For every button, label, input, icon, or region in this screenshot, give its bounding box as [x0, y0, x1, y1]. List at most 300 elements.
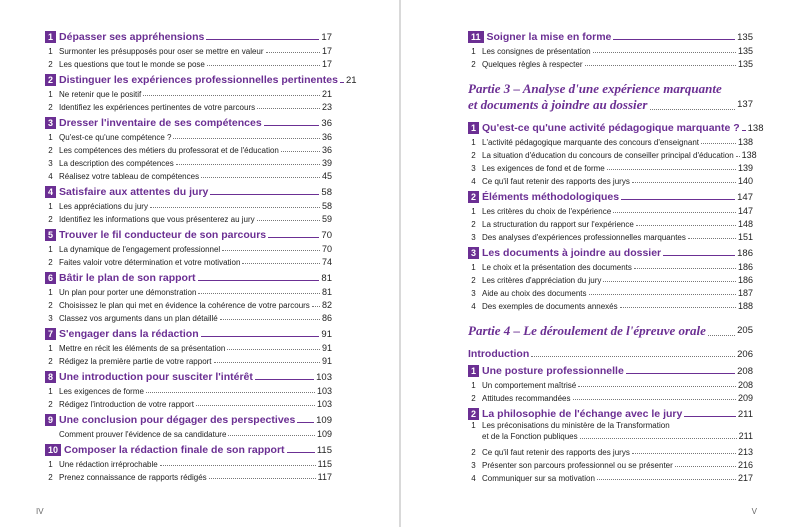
section-label — [45, 159, 174, 168]
leader-line — [214, 362, 320, 363]
section-title: Le choix et la présentation des documents — [482, 263, 632, 272]
chapter-2 — [468, 186, 753, 242]
section-number: 2 — [48, 103, 53, 112]
section-entry[interactable] — [45, 426, 332, 439]
section-label — [45, 344, 225, 353]
section-label — [45, 460, 158, 469]
chapter-title: Une introduction pour susciter l'intérêt — [59, 371, 253, 383]
section-entry[interactable] — [468, 377, 753, 390]
page-number: 21 — [345, 75, 357, 86]
right-page — [401, 0, 800, 527]
section-number: 4 — [471, 302, 476, 311]
section-label — [468, 177, 630, 186]
leader-line — [227, 349, 320, 350]
part-3-heading[interactable] — [468, 81, 753, 113]
page-number: 216 — [737, 460, 753, 470]
section-number: 1 — [48, 47, 53, 56]
page-number: 82 — [321, 300, 332, 310]
section-entry[interactable] — [45, 211, 332, 224]
section-entry[interactable] — [45, 469, 332, 482]
chapter-number-badge: 11 — [468, 31, 484, 43]
chapter-1 — [468, 117, 764, 186]
section-entry[interactable] — [45, 198, 332, 211]
section-entry[interactable] — [468, 160, 753, 173]
page-number: 205 — [737, 325, 753, 336]
page-number: 109 — [316, 429, 332, 439]
section-title: Qu'est-ce qu'une compétence ? — [59, 133, 172, 142]
page-number: 36 — [321, 118, 332, 129]
section-number: 1 — [471, 421, 476, 430]
section-entry[interactable] — [468, 470, 753, 483]
chapter-title: Les documents à joindre au dossier — [482, 247, 662, 259]
page-number: 115 — [317, 459, 332, 469]
leader-line — [312, 306, 320, 307]
section-label — [468, 474, 595, 483]
section-number: 1 — [48, 387, 53, 396]
section-title: Ce qu'il faut retenir des rapports des jurys — [482, 177, 630, 186]
section-title: Les compétences des métiers du professorat et de l'éducation — [59, 146, 279, 155]
section-title: Classez vos arguments dans un plan détaillé — [59, 314, 218, 323]
section-entry[interactable] — [468, 420, 753, 442]
section-number: 2 — [48, 60, 53, 69]
table-of-contents-left — [45, 26, 357, 482]
section-entry[interactable] — [468, 444, 753, 457]
page-number: 148 — [737, 219, 753, 229]
section-entry[interactable] — [45, 396, 332, 409]
section-entry[interactable] — [45, 353, 332, 366]
chapter-number-badge: 1 — [468, 122, 479, 134]
section-label — [45, 473, 207, 482]
page-number: 58 — [321, 201, 332, 211]
section-label — [45, 103, 255, 112]
chapter-heading[interactable] — [45, 366, 332, 383]
section-entry[interactable] — [45, 254, 332, 267]
section-number: 1 — [471, 138, 476, 147]
leader-line — [264, 125, 320, 126]
chapter-heading[interactable] — [45, 26, 332, 43]
section-entry[interactable] — [45, 168, 332, 181]
section-title: Rédigez la première partie de votre rapport — [59, 357, 212, 366]
chapter-title: Bâtir le plan de son rapport — [59, 272, 196, 284]
section-number: 4 — [471, 177, 476, 186]
section-title: Faites valoir votre détermination et votre motivation — [59, 258, 241, 267]
chapter-number-badge: 7 — [45, 328, 56, 340]
section-entry[interactable] — [468, 43, 753, 56]
page-number: 45 — [321, 171, 332, 181]
leader-line — [206, 39, 319, 40]
section-title: Comment prouver l'évidence de sa candidature — [59, 430, 227, 439]
chapter-label — [45, 229, 266, 241]
section-label — [468, 448, 630, 457]
section-entry[interactable] — [45, 86, 332, 99]
leader-line — [160, 465, 316, 466]
leader-line — [632, 453, 736, 454]
section-label — [45, 288, 196, 297]
section-number: 2 — [471, 60, 476, 69]
section-title-line-2: et de la Fonction publiques — [482, 432, 578, 441]
section-number: 3 — [48, 314, 53, 323]
page-number: 36 — [321, 132, 332, 142]
page-number: 209 — [737, 393, 753, 403]
chapter-heading[interactable] — [468, 403, 753, 420]
section-label — [45, 215, 255, 224]
leader-line — [650, 109, 736, 110]
section-number: 3 — [471, 289, 476, 298]
section-number: 3 — [48, 159, 53, 168]
section-label — [468, 233, 686, 242]
leader-line — [176, 164, 320, 165]
section-label — [468, 276, 601, 285]
section-number: 2 — [48, 400, 53, 409]
section-title: Un comportement maîtrisé — [482, 381, 577, 390]
leader-line — [207, 65, 320, 66]
leader-line — [531, 356, 735, 357]
page-number: 23 — [321, 102, 332, 112]
section-number: 1 — [48, 288, 53, 297]
leader-line — [228, 435, 315, 436]
section-title: Mettre en récit les éléments de sa présentation — [59, 344, 226, 353]
leader-line — [210, 194, 319, 195]
page-number: 117 — [317, 472, 332, 482]
section-entry[interactable] — [468, 272, 753, 285]
section-label — [45, 314, 218, 323]
chapter-number-badge: 6 — [45, 272, 56, 284]
leader-line — [593, 52, 736, 53]
chapter-heading[interactable] — [45, 181, 332, 198]
section-label — [45, 172, 199, 181]
page-number: 211 — [737, 409, 753, 420]
leader-line — [242, 263, 320, 264]
page-number: 81 — [321, 287, 332, 297]
page-number: 140 — [737, 176, 753, 186]
leader-line — [626, 373, 735, 374]
leader-line — [143, 95, 320, 96]
section-entry[interactable] — [468, 298, 753, 311]
page-number: 147 — [737, 192, 753, 203]
page-number: 17 — [321, 32, 332, 43]
part-4-heading[interactable] — [468, 323, 753, 339]
chapter-number-badge: 1 — [468, 365, 479, 377]
page-number: 187 — [737, 288, 753, 298]
leader-line — [603, 281, 736, 282]
chapter-label — [45, 414, 295, 426]
section-entry[interactable] — [45, 383, 332, 396]
section-title: Des analyses d'expériences professionnelles marquantes — [482, 233, 686, 242]
chapter-label — [45, 444, 285, 456]
section-label — [45, 90, 141, 99]
introduction-entry[interactable] — [468, 343, 753, 360]
chapter-title: Distinguer les expériences professionnelles pertinentes — [59, 74, 338, 86]
page-number: 135 — [737, 59, 753, 69]
section-number: 1 — [471, 47, 476, 56]
page-number: 138 — [741, 150, 757, 160]
page-folio-left: IV — [36, 507, 44, 516]
chapter-number-badge: 2 — [468, 191, 479, 203]
section-number: 1 — [48, 202, 53, 211]
chapter-title: S'engager dans la rédaction — [59, 328, 199, 340]
section-entry[interactable] — [468, 285, 753, 298]
section-label — [468, 220, 634, 229]
page-number: 138 — [747, 123, 764, 134]
chapter-heading[interactable] — [45, 323, 332, 340]
chapter-heading[interactable] — [45, 267, 332, 284]
section-number: 2 — [471, 276, 476, 285]
chapter-title: Une posture professionnelle — [482, 365, 624, 377]
section-title: L'activité pédagogique marquante des concours d'enseignant — [482, 138, 699, 147]
section-title-line-1: Les préconisations du ministère de la Transformation — [482, 421, 670, 430]
section-title: Rédigez l'introduction de votre rapport — [59, 400, 194, 409]
page-number: 103 — [316, 372, 332, 383]
leader-line — [580, 438, 737, 439]
section-title: La description des compétences — [59, 159, 174, 168]
section-entry[interactable] — [45, 340, 332, 353]
chapter-heading[interactable] — [468, 186, 753, 203]
page-number: 91 — [321, 329, 332, 340]
chapter-heading[interactable] — [468, 360, 753, 377]
leader-line — [578, 386, 736, 387]
section-label — [45, 387, 144, 396]
section-title: Choisissez le plan qui met en évidence la cohérence de votre parcours — [59, 301, 310, 310]
chapter-11 — [468, 26, 753, 69]
section-label — [468, 207, 611, 216]
section-title: Des exemples de documents annexés — [482, 302, 618, 311]
chapter-title: Éléments méthodologiques — [482, 191, 620, 203]
section-label — [45, 245, 220, 254]
leader-line — [708, 335, 735, 336]
section-label — [45, 146, 279, 155]
section-title: Identifiez les informations que vous présenterez au jury — [59, 215, 255, 224]
section-title: Les appréciations du jury — [59, 202, 148, 211]
page-number: 151 — [737, 232, 753, 242]
chapter-heading[interactable] — [45, 224, 332, 241]
chapter-number-badge: 9 — [45, 414, 56, 426]
section-entry[interactable] — [468, 147, 757, 160]
section-number: 2 — [471, 448, 476, 457]
section-entry[interactable] — [45, 155, 332, 168]
leader-line — [209, 478, 316, 479]
part-3-chapters — [468, 117, 764, 311]
section-number: 1 — [48, 90, 53, 99]
section-title: Un plan pour porter une démonstration — [59, 288, 197, 297]
leader-line — [621, 199, 735, 200]
page-number: 115 — [316, 445, 332, 456]
section-title: Les critères d'appréciation du jury — [482, 276, 602, 285]
section-title: Les consignes de présentation — [482, 47, 591, 56]
section-title: Les critères du choix de l'expérience — [482, 207, 612, 216]
chapter-title: La philosophie de l'échange avec le jury — [482, 408, 683, 420]
leader-line — [742, 130, 746, 131]
section-title: Présenter son parcours professionnel ou se présenter — [482, 461, 673, 470]
leader-line — [663, 255, 735, 256]
page-number: 17 — [321, 59, 332, 69]
page-number: 21 — [321, 89, 332, 99]
section-label — [468, 461, 673, 470]
table-of-contents-right — [468, 26, 764, 483]
section-label — [468, 151, 734, 160]
page-number: 217 — [737, 473, 753, 483]
chapter-heading[interactable] — [45, 439, 332, 456]
chapter-label — [468, 122, 740, 134]
part-4-chapter-2 — [468, 403, 753, 483]
section-title: Les exigences de forme — [59, 387, 144, 396]
chapter-heading[interactable] — [45, 69, 357, 86]
chapter-number-badge: 5 — [45, 229, 56, 241]
leader-line — [220, 319, 320, 320]
chapter-title: Dépasser ses appréhensions — [59, 31, 205, 43]
leader-line — [589, 294, 736, 295]
chapter-title: Dresser l'inventaire de ses compétences — [59, 117, 262, 129]
section-label — [45, 430, 226, 439]
section-number: 1 — [48, 344, 53, 353]
section-entry[interactable] — [45, 310, 332, 323]
leader-line — [634, 268, 736, 269]
chapter-heading[interactable] — [468, 26, 753, 43]
chapter-title: Une conclusion pour dégager des perspectives — [59, 414, 296, 426]
section-entry[interactable] — [468, 229, 753, 242]
leader-line — [632, 182, 736, 183]
chapter-heading[interactable] — [468, 242, 753, 259]
section-entry[interactable] — [468, 216, 753, 229]
section-entry[interactable] — [468, 457, 753, 470]
section-entry[interactable] — [45, 456, 332, 469]
section-title: Quelques règles à respecter — [482, 60, 583, 69]
chapter-7 — [45, 323, 332, 366]
leader-line — [198, 280, 320, 281]
page-number: 81 — [321, 273, 332, 284]
section-number: 1 — [48, 460, 53, 469]
section-title: Les exigences de fond et de forme — [482, 164, 605, 173]
section-title: Une rédaction irréprochable — [59, 460, 158, 469]
leader-line — [340, 82, 344, 83]
section-number: 2 — [48, 357, 53, 366]
leader-line — [613, 212, 736, 213]
page-number: 135 — [737, 46, 753, 56]
page-folio-right: V — [751, 507, 757, 516]
page-number: 91 — [321, 356, 332, 366]
chapter-6 — [45, 267, 332, 323]
chapter-heading[interactable] — [45, 409, 332, 426]
page-number: 147 — [737, 206, 753, 216]
section-label — [468, 394, 571, 403]
chapter-heading[interactable] — [468, 117, 764, 134]
chapter-label — [468, 247, 661, 259]
page-number: 188 — [737, 301, 753, 311]
section-entry[interactable] — [45, 43, 332, 56]
section-number: 4 — [471, 474, 476, 483]
introduction-title: Introduction — [468, 348, 530, 360]
page-number: 86 — [321, 313, 332, 323]
page-number: 59 — [321, 214, 332, 224]
section-entry[interactable] — [468, 259, 753, 272]
section-entry[interactable] — [468, 203, 753, 216]
page-number: 70 — [321, 244, 332, 254]
part-title: Partie 4 – Le déroulement de l'épreuve orale — [468, 323, 706, 338]
chapter-5 — [45, 224, 332, 267]
chapter-label — [45, 186, 208, 198]
chapter-8 — [45, 366, 332, 409]
section-number: 2 — [48, 473, 53, 482]
page-number: 70 — [321, 230, 332, 241]
section-number: 1 — [471, 207, 476, 216]
section-entry[interactable] — [468, 390, 753, 403]
section-entry[interactable] — [45, 284, 332, 297]
chapter-title: Soigner la mise en forme — [486, 31, 612, 43]
section-number: 3 — [471, 164, 476, 173]
section-label — [45, 400, 194, 409]
page-number: 186 — [737, 275, 753, 285]
section-entry[interactable] — [468, 173, 753, 186]
part-title-line-1: Partie 3 – Analyse d'une expérience marquante — [468, 81, 722, 96]
section-entry[interactable] — [45, 56, 332, 69]
section-entry[interactable] — [468, 134, 753, 147]
section-label — [45, 60, 205, 69]
section-entry[interactable] — [45, 129, 332, 142]
leader-line — [597, 479, 736, 480]
page-number: 206 — [737, 349, 753, 360]
page-number: 186 — [737, 262, 753, 272]
page-number: 135 — [737, 32, 753, 43]
page-number: 138 — [737, 137, 753, 147]
chapter-number-badge: 2 — [45, 74, 56, 86]
chapter-4 — [45, 181, 332, 224]
leader-line — [222, 250, 320, 251]
section-entry[interactable] — [45, 297, 332, 310]
page-number: 186 — [737, 248, 753, 259]
chapter-label — [45, 328, 199, 340]
page-number: 208 — [737, 366, 753, 377]
page-number: 58 — [321, 187, 332, 198]
leader-line — [268, 237, 319, 238]
chapter-sections — [468, 444, 753, 483]
page-number: 103 — [316, 399, 332, 409]
page-number: 36 — [321, 145, 332, 155]
leader-line — [201, 336, 320, 337]
section-label — [468, 164, 605, 173]
page-number: 211 — [738, 431, 753, 441]
leader-line — [736, 156, 740, 157]
section-title: La structuration du rapport sur l'expérience — [482, 220, 634, 229]
chapter-10 — [45, 439, 332, 482]
chapter-number-badge: 3 — [45, 117, 56, 129]
chapter-number-badge: 2 — [468, 408, 479, 420]
section-entry[interactable] — [468, 56, 753, 69]
section-title: Communiquer sur sa motivation — [482, 474, 595, 483]
chapter-label — [468, 191, 619, 203]
leader-line — [201, 177, 320, 178]
leader-line — [150, 207, 320, 208]
page-number: 39 — [321, 158, 332, 168]
chapter-number-badge: 1 — [45, 31, 56, 43]
section-entry[interactable] — [45, 142, 332, 155]
section-label — [45, 258, 240, 267]
section-entry[interactable] — [45, 241, 332, 254]
page-number: 213 — [737, 447, 753, 457]
section-entry[interactable] — [45, 99, 332, 112]
left-page — [0, 0, 399, 527]
chapter-3 — [45, 112, 332, 181]
chapter-heading[interactable] — [45, 112, 332, 129]
chapter-number-badge: 4 — [45, 186, 56, 198]
section-number: 3 — [471, 461, 476, 470]
page-number: 208 — [737, 380, 753, 390]
chapter-label — [45, 272, 196, 284]
chapter-label — [45, 371, 253, 383]
leader-line — [255, 379, 314, 380]
leader-line — [287, 452, 315, 453]
section-number: 1 — [48, 245, 53, 254]
chapter-9 — [45, 409, 332, 439]
section-label — [45, 47, 264, 56]
